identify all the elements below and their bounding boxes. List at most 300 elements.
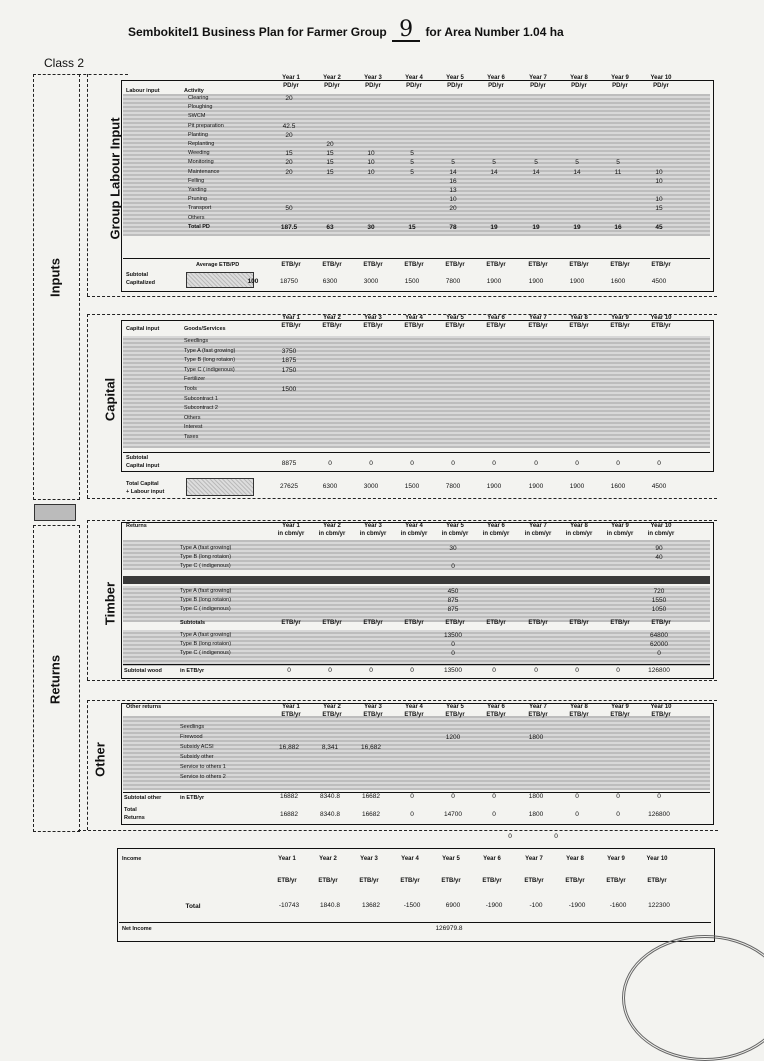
- unit-header: PD/yr: [406, 83, 422, 89]
- unit-header: ETB/yr: [528, 712, 548, 718]
- other-subtotal: 0: [616, 793, 620, 800]
- year-header: Year 1: [282, 523, 300, 529]
- labour-value: 30: [367, 223, 375, 231]
- labour-subtotal: 1900: [569, 278, 585, 285]
- year-header: Year 5: [446, 75, 464, 81]
- labour-value: 10: [655, 168, 663, 176]
- capital-subtotal: 0: [657, 460, 661, 467]
- labour-value: 15: [326, 150, 334, 158]
- capital-total: 1900: [569, 483, 585, 490]
- capital-subtotal: 0: [616, 460, 620, 467]
- year-header: Year 4: [405, 315, 423, 321]
- labour-value: 15: [408, 223, 416, 231]
- unit-header: in cbm/yr: [524, 531, 552, 537]
- timber-type-label: Type C ( indigenous): [180, 650, 231, 656]
- unit-header: ETB/yr: [651, 712, 671, 718]
- total-returns: 0: [575, 811, 579, 818]
- activity-label: Pit preparation: [188, 122, 224, 129]
- unit-header: ETB/yr: [359, 878, 379, 884]
- year-header: Year 7: [525, 856, 543, 862]
- labour-value: 5: [616, 159, 620, 167]
- total-returns: 14700: [443, 811, 463, 818]
- timber-value: 13500: [443, 632, 463, 639]
- unit-header: ETB/yr: [610, 262, 630, 268]
- unit-header: ETB/yr: [281, 323, 301, 329]
- labour-value: 15: [285, 150, 293, 158]
- year-header: Year 2: [319, 856, 337, 862]
- labour-value: 15: [655, 205, 663, 213]
- unit-header: ETB/yr: [651, 262, 671, 268]
- income-total: -1900: [485, 902, 503, 909]
- activity-label: Others: [188, 214, 205, 221]
- timber-value: 0: [657, 650, 661, 657]
- other-subtotal: 1800: [528, 793, 544, 800]
- labour-subtotal: 1900: [486, 278, 502, 285]
- group-number: 9: [392, 20, 420, 42]
- labour-value: 5: [410, 150, 414, 158]
- capital-input-label: Capital input: [126, 463, 160, 469]
- other-value: 16,882: [279, 744, 299, 751]
- unit-header: in cbm/yr: [482, 531, 510, 537]
- capital-subtotal: 0: [410, 460, 414, 467]
- income-total: 1840.8: [320, 902, 340, 909]
- subtotal-label: Subtotal: [126, 272, 148, 278]
- activity-label: Yarding: [188, 187, 207, 193]
- unit-header: in cbm/yr: [277, 531, 305, 537]
- labour-value: 13: [449, 187, 457, 194]
- income-total-label: Total: [185, 903, 201, 910]
- labour-value: 10: [655, 196, 663, 204]
- unit-header: ETB/yr: [322, 262, 342, 268]
- timber-type-label: Type A (fast growing): [180, 588, 232, 594]
- unit-header: ETB/yr: [281, 262, 301, 268]
- income-total: -1500: [403, 902, 421, 909]
- subtotal-wood: 0: [616, 667, 620, 674]
- unit-header: PD/yr: [571, 83, 587, 89]
- capital-value: 1875: [281, 357, 297, 365]
- year-header: Year 5: [446, 315, 464, 321]
- year-header: Year 9: [611, 523, 629, 529]
- activity-label: Ploughing: [188, 104, 213, 111]
- year-header: Year 1: [278, 856, 296, 862]
- activity-label: Clearing: [188, 95, 209, 101]
- year-header: Year 5: [446, 704, 464, 710]
- unit-header: ETB/yr: [528, 262, 548, 268]
- activity-label: SWCM: [188, 113, 206, 120]
- year-header: Year 3: [364, 75, 382, 81]
- unit-header: ETB/yr: [404, 712, 424, 718]
- timber-subtotals-label: Subtotals: [180, 620, 206, 626]
- income-total: -1600: [609, 902, 627, 909]
- total-returns: 126800: [648, 811, 670, 818]
- unit-header: ETB/yr: [651, 620, 671, 626]
- timber-value: 450: [447, 588, 459, 595]
- capital-value: 3750: [281, 347, 297, 355]
- subtotal-other-unit: in ETB/yr: [180, 795, 205, 801]
- unit-header: ETB/yr: [445, 262, 465, 268]
- capital-item: Subcontract 1: [184, 395, 218, 402]
- subtotal-wood-unit: in ETB/yr: [180, 668, 205, 674]
- timber-value: 62000: [649, 641, 669, 648]
- unit-header: PD/yr: [488, 83, 504, 89]
- year-header: Year 5: [446, 523, 464, 529]
- timber-label: Timber: [102, 581, 118, 626]
- activity-label: Maintenance: [188, 168, 220, 175]
- year-header: Year 9: [611, 704, 629, 710]
- subtotal-wood: 0: [328, 667, 332, 674]
- labour-value: 14: [532, 168, 540, 176]
- year-header: Year 7: [529, 704, 547, 710]
- other-subtotal: 16882: [279, 793, 299, 800]
- labour-value: 14: [490, 168, 498, 176]
- activity-label: Replanting: [188, 141, 215, 147]
- total-returns: 16882: [279, 811, 299, 818]
- capital-item: Taxes: [184, 434, 199, 440]
- labour-value: 19: [532, 223, 540, 231]
- labour-value: 50: [285, 205, 293, 213]
- activity-label: Weeding: [188, 150, 210, 157]
- subtotal-wood: 13500: [443, 667, 463, 674]
- unit-header: ETB/yr: [610, 323, 630, 329]
- timber-type-label: Type C ( indigenous): [180, 563, 231, 569]
- labour-value: 10: [367, 150, 375, 158]
- year-header: Year 10: [650, 315, 672, 321]
- year-header: Year 2: [323, 704, 341, 710]
- other-subtotal: 0: [410, 793, 414, 800]
- timber-value: 0: [451, 641, 455, 648]
- income-total: -1900: [568, 902, 586, 909]
- group-labour-label: Group Labour Input: [107, 117, 123, 240]
- labour-value: 5: [410, 168, 414, 176]
- unit-header: PD/yr: [365, 83, 381, 89]
- capital-subtotal: 8875: [281, 460, 297, 467]
- labour-value: 5: [575, 159, 579, 167]
- income-total: -100: [529, 902, 543, 909]
- unit-header: ETB/yr: [363, 620, 383, 626]
- unit-header: ETB/yr: [322, 620, 342, 626]
- other-subtotal: 8340.8: [320, 793, 340, 800]
- total-returns: 0: [410, 811, 414, 818]
- labour-value: 5: [451, 159, 455, 167]
- other-item: Firewood: [180, 734, 203, 740]
- year-header: Year 10: [650, 523, 672, 529]
- returns-label: Returns: [47, 654, 63, 705]
- other-value: 1800: [528, 734, 544, 741]
- unit-header: PD/yr: [447, 83, 463, 89]
- other-subtotal: 0: [657, 793, 661, 800]
- labour-value: 16: [614, 223, 622, 231]
- unit-header: ETB/yr: [528, 323, 548, 329]
- unit-header: ETB/yr: [445, 712, 465, 718]
- labour-value: 15: [326, 168, 334, 176]
- capital-total: 4500: [651, 483, 667, 490]
- unit-header: ETB/yr: [277, 878, 297, 884]
- capital-item: Type B (long rotaion): [184, 357, 236, 364]
- capital-value: 1500: [281, 386, 297, 393]
- total-returns: 8340.8: [320, 811, 340, 818]
- year-header: Year 4: [405, 704, 423, 710]
- subtotal-wood: 0: [410, 667, 414, 674]
- net-income-value: 126979.8: [435, 925, 463, 932]
- unit-header: ETB/yr: [281, 620, 301, 626]
- inputs-label: Inputs: [47, 258, 63, 297]
- timber-value: 40: [655, 554, 663, 561]
- unit-header: ETB/yr: [486, 262, 506, 268]
- capital-item: Seedlings: [184, 338, 209, 344]
- other-item: Subsidy other: [180, 754, 214, 760]
- total-input-box: [186, 478, 254, 496]
- unit-header: ETB/yr: [647, 878, 667, 884]
- other-subtotal: 0: [492, 793, 496, 800]
- activity-label: Total PD: [188, 223, 210, 230]
- title-prefix: Sembokitel1 Business Plan for Farmer Group: [128, 25, 387, 39]
- year-header: Year 3: [360, 856, 378, 862]
- unit-header: in cbm/yr: [606, 531, 634, 537]
- year-header: Year 6: [487, 704, 505, 710]
- labour-subtotal: 6300: [322, 278, 338, 285]
- other-value: 1200: [445, 734, 461, 741]
- returns-col-label: Returns: [126, 523, 147, 529]
- total-capital-label: Total Capital: [126, 481, 159, 487]
- labour-value: 14: [573, 168, 581, 176]
- year-header: Year 4: [405, 523, 423, 529]
- net-income-label: Net Income: [122, 926, 152, 932]
- capital-item: Subcontract 2: [184, 405, 218, 412]
- unit-header: ETB/yr: [606, 878, 626, 884]
- timber-value: 0: [451, 650, 455, 657]
- capital-subtotal: 0: [328, 460, 332, 467]
- year-header: Year 8: [570, 523, 588, 529]
- subtotal-wood: 0: [369, 667, 373, 674]
- subtotal-wood: 0: [575, 667, 579, 674]
- timber-type-label: Type B (long rotaion): [180, 641, 232, 647]
- unit-header: PD/yr: [653, 83, 669, 89]
- timber-value: 1550: [651, 597, 667, 604]
- unit-header: ETB/yr: [404, 262, 424, 268]
- activity-label: Transport: [188, 205, 212, 212]
- activity-label: Pruning: [188, 196, 207, 203]
- unit-header: ETB/yr: [363, 712, 383, 718]
- unit-header: ETB/yr: [445, 620, 465, 626]
- grey-marker: [34, 504, 76, 521]
- labour-value: 5: [410, 159, 414, 167]
- year-header: Year 7: [529, 75, 547, 81]
- total-returns: 0: [492, 811, 496, 818]
- capital-item: Type C ( indigenous): [184, 366, 235, 373]
- timber-value: 90: [655, 545, 663, 552]
- goods-col-label: Goods/Services: [184, 326, 226, 332]
- labour-subtotal: 4500: [651, 278, 667, 285]
- subtotal-wood: 0: [534, 667, 538, 674]
- year-header: Year 9: [607, 856, 625, 862]
- total-returns: 0: [616, 811, 620, 818]
- labour-value: 20: [449, 205, 457, 213]
- total-returns-label: Total: [124, 807, 137, 813]
- capital-total: 1600: [610, 483, 626, 490]
- timber-type-label: Type B (long rotaion): [180, 597, 232, 603]
- unit-header: PD/yr: [324, 83, 340, 89]
- income-total: 6900: [445, 902, 461, 909]
- capital-item: Fertilizer: [184, 376, 206, 383]
- unit-header: ETB/yr: [322, 323, 342, 329]
- total-returns: 16682: [361, 811, 381, 818]
- year-header: Year 10: [646, 856, 668, 862]
- income-label: Income: [122, 856, 142, 862]
- year-header: Year 8: [570, 75, 588, 81]
- other-subtotal: 16682: [361, 793, 381, 800]
- unit-header: ETB/yr: [651, 323, 671, 329]
- unit-header: ETB/yr: [441, 878, 461, 884]
- labour-value: 10: [655, 177, 663, 185]
- timber-value: 875: [447, 597, 459, 604]
- unit-header: ETB/yr: [400, 878, 420, 884]
- year-header: Year 4: [405, 75, 423, 81]
- unit-header: ETB/yr: [445, 323, 465, 329]
- unit-header: in cbm/yr: [400, 531, 428, 537]
- avg-label: Average ETB/PD: [196, 262, 240, 268]
- capital-item: Tools: [184, 386, 197, 392]
- unit-header: ETB/yr: [281, 712, 301, 718]
- unit-header: ETB/yr: [318, 878, 338, 884]
- unit-header: ETB/yr: [363, 323, 383, 329]
- other-value: 16,682: [361, 744, 381, 751]
- year-header: Year 3: [364, 315, 382, 321]
- timber-value: 1050: [651, 606, 667, 613]
- unit-header: in cbm/yr: [565, 531, 593, 537]
- capital-total: 3000: [363, 483, 379, 490]
- year-header: Year 3: [364, 704, 382, 710]
- year-header: Year 6: [487, 75, 505, 81]
- labour-value: 10: [367, 168, 375, 176]
- timber-value: 30: [449, 545, 457, 552]
- unit-header: ETB/yr: [610, 620, 630, 626]
- unit-header: ETB/yr: [322, 712, 342, 718]
- labour-value: 10: [367, 159, 375, 167]
- unit-header: in cbm/yr: [441, 531, 469, 537]
- extra-value: 0: [508, 833, 512, 840]
- unit-header: ETB/yr: [404, 620, 424, 626]
- unit-header: ETB/yr: [486, 712, 506, 718]
- unit-header: PD/yr: [283, 83, 299, 89]
- activity-label: Planting: [188, 131, 208, 138]
- labour-value: 20: [285, 159, 293, 167]
- capital-subtotal: 0: [575, 460, 579, 467]
- returns-word-label: Returns: [124, 815, 145, 821]
- income-total: 13682: [361, 902, 381, 909]
- labour-input-label: + Labour input: [126, 489, 165, 495]
- labour-value: 19: [573, 223, 581, 231]
- income-total: -10743: [278, 902, 300, 909]
- total-returns: 1800: [528, 811, 544, 818]
- labour-value: 42.5: [282, 122, 296, 130]
- other-label: Other: [92, 742, 108, 777]
- labour-subtotal: 7800: [445, 278, 461, 285]
- capital-subtotal: 0: [369, 460, 373, 467]
- year-header: Year 9: [611, 315, 629, 321]
- capitalized-label: Capitalized: [126, 280, 156, 286]
- activity-label: Felling: [188, 177, 205, 184]
- year-header: Year 8: [570, 315, 588, 321]
- labour-col-label: Labour input: [126, 88, 160, 94]
- year-header: Year 2: [323, 315, 341, 321]
- capital-subtotal: 0: [492, 460, 496, 467]
- year-header: Year 7: [529, 315, 547, 321]
- capital-total: 1500: [404, 483, 420, 490]
- timber-type-label: Type A (fast growing): [180, 545, 232, 551]
- capital-label: Capital: [102, 377, 118, 422]
- other-item: Seedlings: [180, 724, 205, 730]
- unit-header: ETB/yr: [569, 262, 589, 268]
- labour-value: 5: [534, 159, 538, 167]
- capital-total: 1900: [528, 483, 544, 490]
- year-header: Year 8: [570, 704, 588, 710]
- other-item: Service to others 2: [180, 774, 226, 780]
- subtotal-other-label: Subtotal other: [124, 795, 162, 801]
- unit-header: in cbm/yr: [318, 531, 346, 537]
- official-stamp: [622, 935, 764, 1061]
- labour-value: 187.5: [280, 223, 298, 231]
- unit-header: PD/yr: [530, 83, 546, 89]
- capital-subtotal: 0: [534, 460, 538, 467]
- labour-value: 20: [285, 95, 293, 102]
- unit-header: ETB/yr: [363, 262, 383, 268]
- capital-subtotal: 0: [451, 460, 455, 467]
- capital-subtotal-label: Subtotal: [126, 455, 148, 461]
- year-header: Year 3: [364, 523, 382, 529]
- labour-value: 11: [614, 168, 622, 176]
- other-item: Subsidy ACSI: [180, 744, 214, 750]
- timber-value: 0: [451, 563, 455, 570]
- extra-value: 0: [554, 833, 558, 840]
- year-header: Year 1: [282, 75, 300, 81]
- labour-value: 19: [490, 223, 498, 231]
- unit-header: ETB/yr: [569, 712, 589, 718]
- capital-item: Type A (fast growing): [184, 347, 236, 354]
- capital-total: 6300: [322, 483, 338, 490]
- timber-value: 720: [653, 588, 665, 595]
- labour-value: 45: [655, 223, 663, 231]
- labour-value: 20: [285, 168, 293, 176]
- labour-value: 15: [326, 159, 334, 167]
- year-header: Year 10: [650, 75, 672, 81]
- capital-total: 27625: [279, 483, 299, 490]
- capital-item: Interest: [184, 424, 203, 431]
- year-header: Year 7: [529, 523, 547, 529]
- labour-subtotal: 1600: [610, 278, 626, 285]
- unit-header: ETB/yr: [610, 712, 630, 718]
- unit-header: ETB/yr: [404, 323, 424, 329]
- activity-col-label: Activity: [184, 88, 204, 94]
- capital-item: Others: [184, 414, 201, 421]
- year-header: Year 1: [282, 315, 300, 321]
- labour-value: 78: [449, 223, 457, 231]
- subtotal-wood: 0: [492, 667, 496, 674]
- capital-col-label: Capital input: [126, 326, 160, 332]
- unit-header: ETB/yr: [569, 620, 589, 626]
- year-header: Year 10: [650, 704, 672, 710]
- unit-header: ETB/yr: [528, 620, 548, 626]
- page-title: [128, 17, 564, 42]
- labour-subtotal: 1500: [404, 278, 420, 285]
- labour-value: 20: [326, 141, 334, 148]
- avg-value: 100: [247, 278, 259, 285]
- timber-value: 64800: [649, 632, 669, 639]
- labour-value: 5: [492, 159, 496, 167]
- unit-header: ETB/yr: [486, 323, 506, 329]
- labour-subtotal: 1900: [528, 278, 544, 285]
- labour-subtotal: 18750: [279, 278, 299, 285]
- year-header: Year 9: [611, 75, 629, 81]
